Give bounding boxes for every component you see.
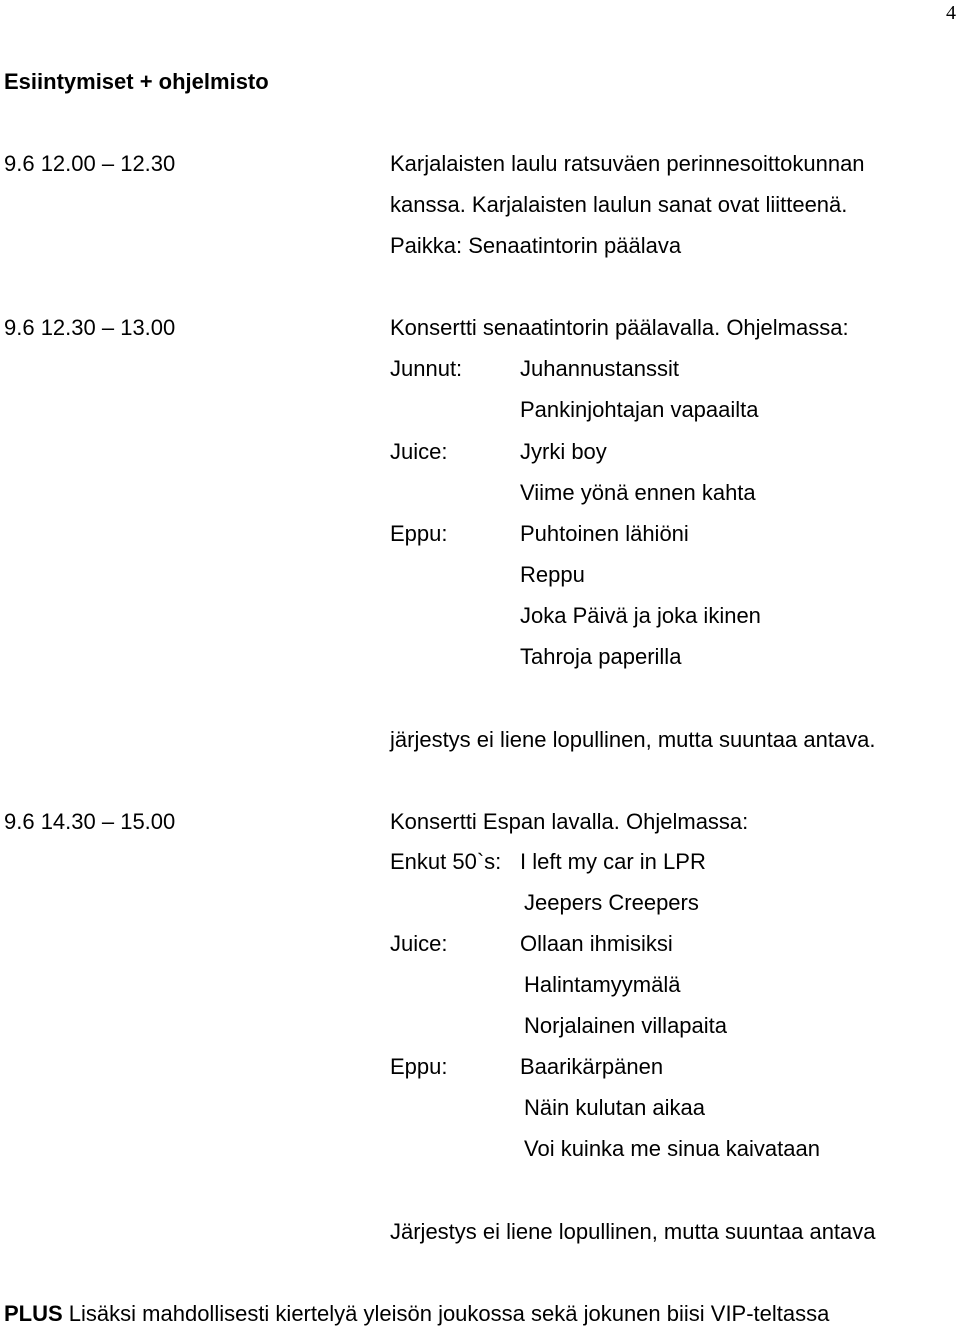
section-title: Esiintymiset + ohjelmisto xyxy=(4,69,269,94)
group-name: Enkut 50`s: xyxy=(390,849,502,874)
song: Viime yönä ennen kahta xyxy=(520,480,756,505)
event-time: 9.6 14.30 – 15.00 xyxy=(4,809,176,834)
event-description: kanssa. Karjalaisten laulun sanat ovat liitteenä. xyxy=(390,192,848,217)
event-time: 9.6 12.30 – 13.00 xyxy=(4,315,176,340)
order-note: Järjestys ei liene lopullinen, mutta suuntaa antava xyxy=(390,1219,876,1244)
group-name: Juice: xyxy=(390,931,448,956)
event-time: 9.6 12.00 – 12.30 xyxy=(4,151,176,176)
song: Norjalainen villapaita xyxy=(524,1013,728,1038)
song: Näin kulutan aikaa xyxy=(524,1095,706,1120)
event-description: Karjalaisten laulu ratsuväen perinnesoittokunnan xyxy=(390,151,865,176)
song: Joka Päivä ja joka ikinen xyxy=(520,603,761,628)
song: I left my car in LPR xyxy=(520,849,706,874)
group-name: Eppu: xyxy=(390,521,448,546)
footer-text: Lisäksi mahdollisesti kiertelyä yleisön joukossa sekä jokunen biisi VIP-teltassa xyxy=(62,1301,830,1326)
song: Baarikärpänen xyxy=(520,1054,664,1079)
event-intro: Konsertti Espan lavalla. Ohjelmassa: xyxy=(390,809,749,834)
song: Juhannustanssit xyxy=(520,356,679,381)
song: Reppu xyxy=(520,562,585,587)
song: Jyrki boy xyxy=(520,439,607,464)
event-intro: Konsertti senaatintorin päälavalla. Ohjelmassa: xyxy=(390,315,849,340)
event-location: Paikka: Senaatintorin päälava xyxy=(390,233,682,258)
song: Puhtoinen lähiöni xyxy=(520,521,689,546)
group-name: Junnut: xyxy=(390,356,463,381)
song: Pankinjohtajan vapaailta xyxy=(520,397,759,422)
page-number: 4 xyxy=(946,2,956,24)
song: Jeepers Creepers xyxy=(524,890,699,915)
song: Tahroja paperilla xyxy=(520,644,682,669)
order-note: järjestys ei liene lopullinen, mutta suuntaa antava. xyxy=(390,727,876,752)
song: Voi kuinka me sinua kaivataan xyxy=(524,1136,820,1161)
group-name: Juice: xyxy=(390,439,448,464)
footer-bold: PLUS xyxy=(4,1301,63,1326)
group-name: Eppu: xyxy=(390,1054,448,1079)
song: Halintamyymälä xyxy=(524,972,681,997)
footer-note xyxy=(4,1301,829,1327)
song: Ollaan ihmisiksi xyxy=(520,931,673,956)
